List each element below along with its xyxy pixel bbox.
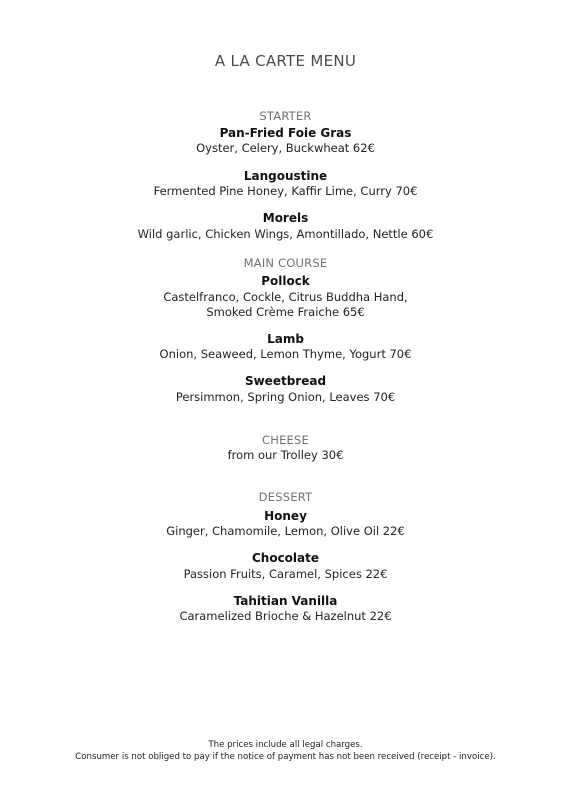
dish-description: from our Trolley 30€ [227, 448, 344, 462]
dish-name: Lamb [267, 332, 304, 346]
dish-description: Persimmon, Spring Onion, Leaves 70€ [175, 390, 396, 404]
section-heading-main-course: MAIN COURSE [243, 256, 328, 270]
dish-description: Wild garlic, Chicken Wings, Amontillado, Nettle 60€ [137, 227, 434, 241]
page-title: A LA CARTE MENU [214, 52, 357, 70]
dish-description: Smoked Crème Fraiche 65€ [206, 305, 365, 319]
dish-name: Pan-Fried Foie Gras [219, 126, 352, 140]
dish-description: Oyster, Celery, Buckwheat 62€ [196, 141, 375, 155]
footer-payment-note: Consumer is not obliged to pay if the notice of payment has not been received (receipt - invoice). [75, 752, 496, 762]
section-heading-starter: STARTER [259, 109, 312, 123]
dish-description: Onion, Seaweed, Lemon Thyme, Yogurt 70€ [159, 347, 412, 361]
dish-description: Castelfranco, Cockle, Citrus Buddha Hand, [163, 290, 408, 304]
dish-name: Morels [262, 211, 309, 225]
dish-description: Ginger, Chamomile, Lemon, Olive Oil 22€ [166, 524, 405, 538]
dish-description: Fermented Pine Honey, Kaffir Lime, Curry 70€ [153, 184, 418, 198]
footer-legal-note: The prices include all legal charges. [208, 740, 363, 750]
dish-name: Pollock [261, 274, 310, 288]
dish-description: Caramelized Brioche & Hazelnut 22€ [179, 609, 392, 623]
dish-name: Honey [264, 509, 307, 523]
section-heading-cheese: CHEESE [262, 433, 309, 447]
dish-description: Passion Fruits, Caramel, Spices 22€ [183, 567, 388, 581]
dish-name: Chocolate [251, 551, 320, 565]
section-heading-dessert: DESSERT [258, 490, 313, 504]
dish-name: Sweetbread [244, 374, 327, 388]
dish-name: Langoustine [243, 169, 328, 183]
dish-name: Tahitian Vanilla [233, 594, 338, 608]
